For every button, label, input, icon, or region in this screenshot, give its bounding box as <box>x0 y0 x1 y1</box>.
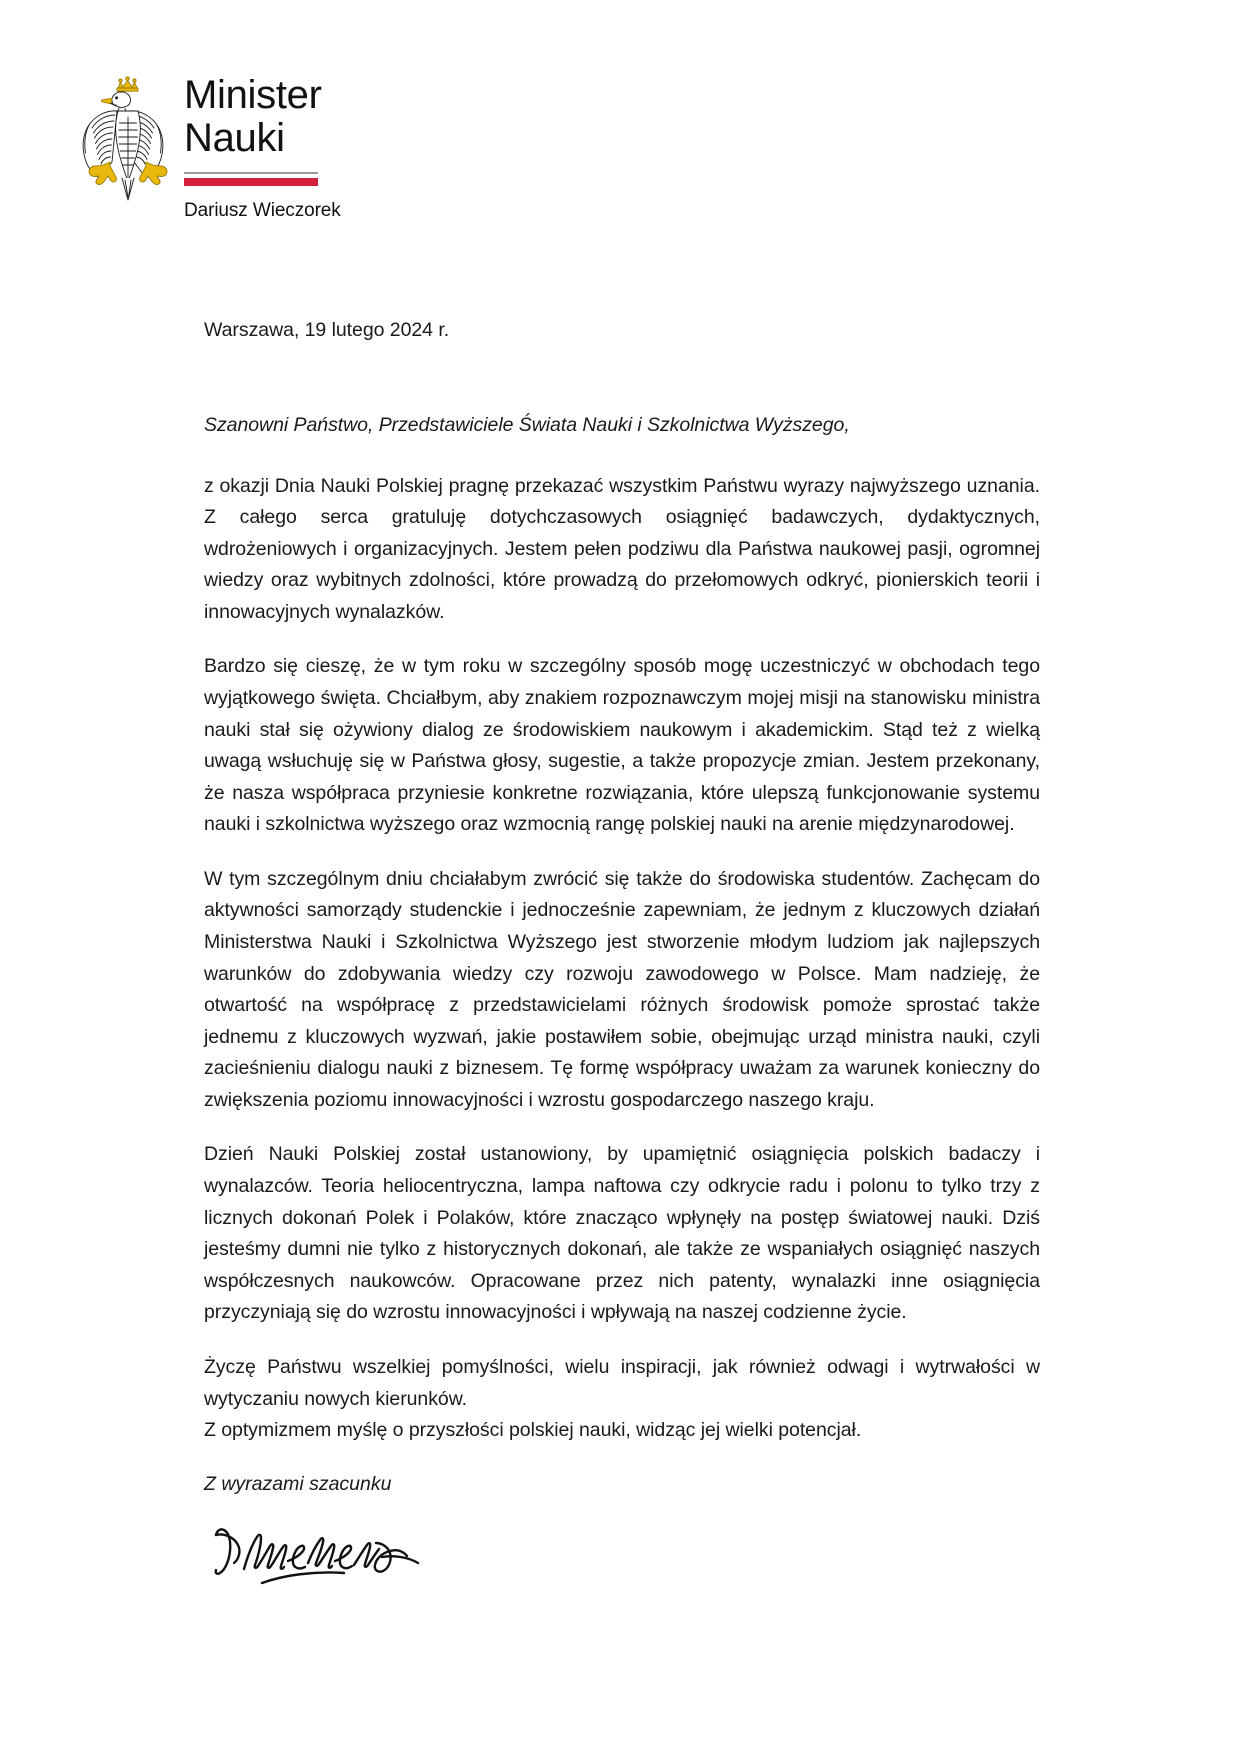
minister-name: Dariusz Wieczorek <box>184 200 341 222</box>
paragraph: Dzień Nauki Polskiej został ustanowiony, by upamiętnić osiągnięcia polskich badaczy i wynalazców. Teoria heliocentryczna, lampa naftowa czy odkrycie radu i polonu to tylko trzy z licznych dokonań Polek i Polaków, które znacząco wpłynęły na postęp światowej nauki. Dziś jesteśmy dumni nie tylko z historycznych dokonań, ale także ze wspaniałych osiągnięć naszych współczesnych naukowców. Opracowane przez nich patenty, wynalazki inne osiągnięcia przyczyniają się do wzrostu innowacyjności i wpływają na naszej codzienne życie. <box>204 1143 1040 1324</box>
letterhead-title-line1: Minister <box>184 73 322 117</box>
paragraph: Bardzo się cieszę, że w tym roku w szczególny sposób mogę uczestniczyć w obchodach tego wyjątkowego święta. Chciałbym, aby znakiem rozpoznawczym mojej misji na stanowisku ministra nauki stał się ożywiony dialog ze środowiskiem naukowym i akademickim. Stąd też z wielką uwagą wsłuchuję się w Państwa głosy, sugestie, a także propozycje zmian. Jestem przekonany, że nasza współpraca przyniesie konkretne rozwiązania, które ulepszą funkcjonowanie systemu nauki i szkolnictwa wyższego oraz wzmocnią rangę polskiej nauki na arenie międzynarodowej. <box>204 655 1040 836</box>
letterhead-text <box>184 74 484 222</box>
letterhead <box>74 70 494 250</box>
paragraph: W tym szczególnym dniu chciałabym zwrócić się także do środowiska studentów. Zachęcam do aktywności samorządy studenckie i jednocześnie zapewniam, że jednym z kluczowych działań Ministerstwa Nauki i Szkolnictwa Wyższego jest stworzenie młodym ludziom jak najlepszych warunków do zdobywania wiedzy czy rozwoju zawodowego w Polsce. Mam nadzieję, że otwartość na współpracę z przedstawicielami różnych środowisk pomoże sprostać także jednemu z kluczowych wyzwań, jakie postawiłem sobie, obejmując urząd ministra nauki, czyli zacieśnieniu dialogu nauki z biznesem. Tę formę współpracy uważam za warunek konieczny do zwiększenia poziomu innowacyjności i wzrostu gospodarczego naszego kraju. <box>204 867 1040 1111</box>
paragraph: z okazji Dnia Nauki Polskiej pragnę przekazać wszystkim Państwu wyrazy najwyższego uznania. Z całego serca gratuluję dotychczasowych osiągnięć badawczych, dydaktycznych, wdrożeniowych i organizacyjnych. Jestem pełen podziwu dla Państwa naukowej pasji, ogromnej wiedzy oraz wybitnych zdolności, które prowadzą do przełomowych odkryć, pionierskich teorii i innowacyjnych wynalazków. <box>204 474 1040 623</box>
letterhead-rules <box>184 172 318 186</box>
grey-rule-divider <box>184 172 318 174</box>
regards-line: Z wyrazami szacunku <box>204 1472 392 1495</box>
salutation: Szanowni Państwo, Przedstawiciele Świata Nauki i Szkolnictwa Wyższego, <box>204 414 850 437</box>
letterhead-title-line2: Nauki <box>184 116 285 161</box>
date-line: Warszawa, 19 lutego 2024 r. <box>204 319 450 341</box>
handwritten-signature-icon <box>204 1513 434 1603</box>
paragraph: Życzę Państwu wszelkiej pomyślności, wielu inspiracji, jak również odwagi i wytrwałości w wytyczaniu nowych kierunków. <box>204 1355 1040 1410</box>
letter-body <box>204 316 1040 1603</box>
red-rule-divider <box>184 178 318 186</box>
polish-eagle-emblem-icon <box>74 70 182 202</box>
letterhead-title <box>184 74 484 160</box>
closing-line: Z optymizmem myślę o przyszłości polskiej nauki, widząc jej wielki potencjał. <box>204 1419 862 1442</box>
